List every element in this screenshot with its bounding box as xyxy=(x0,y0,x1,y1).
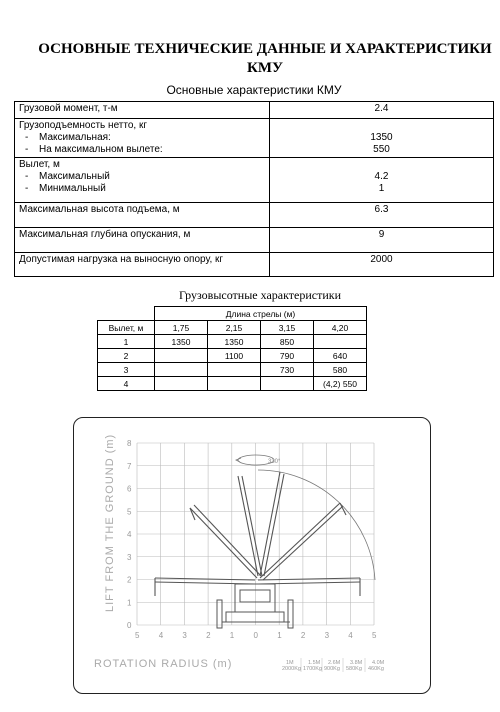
spec-table-title: Основные характеристики КМУ xyxy=(166,83,342,97)
spec-label: Грузовой момент, т-м xyxy=(15,102,270,119)
spec-sublabel: - Максимальный xyxy=(19,171,265,183)
load-value: 790 xyxy=(261,349,314,363)
y-tick-label: 3 xyxy=(127,552,132,562)
capacity-legend xyxy=(282,660,385,672)
reach-value: 3 xyxy=(98,363,155,377)
boom-length: 3,15 xyxy=(261,321,314,335)
legend-load: 900Kg xyxy=(324,666,340,672)
x-tick-label: 4 xyxy=(158,631,164,640)
legend-load: 2000Kg xyxy=(282,666,301,672)
load-value: 850 xyxy=(261,335,314,349)
boom-length: 4,20 xyxy=(314,321,367,335)
legend-load: 460Kg xyxy=(368,666,384,672)
spec-sublabel: - Максимальная: xyxy=(19,132,265,144)
load-value: 580 xyxy=(314,363,367,377)
spec-label: Максимальная высота подъема, м xyxy=(15,203,270,228)
spec-label: Максимальная глубина опускания, м xyxy=(15,228,270,253)
spec-value: 9 xyxy=(270,228,494,253)
load-value: 730 xyxy=(261,363,314,377)
legend-reach: 2.6M xyxy=(328,660,341,666)
outrigger xyxy=(217,600,222,628)
outrigger xyxy=(288,600,293,628)
rotation-icon xyxy=(236,455,281,465)
rotation-label: 330° xyxy=(268,459,281,465)
load-value: (4,2) 550 xyxy=(314,377,367,391)
legend-reach: 3.8M xyxy=(350,660,363,666)
spec-label: Вылет, м xyxy=(19,159,60,170)
x-tick-label: 2 xyxy=(300,631,306,640)
title-line-1: ОСНОВНЫЕ ТЕХНИЧЕСКИЕ ДАННЫЕ И ХАРАКТЕРИСТИКИ xyxy=(38,41,492,57)
legend-reach: 4.0M xyxy=(372,660,385,666)
x-tick-label: 0 xyxy=(253,631,258,640)
legend-reach: 1.5M xyxy=(308,660,321,666)
legend-load: 1700Kg xyxy=(303,666,322,672)
x-tick-label: 5 xyxy=(372,631,377,640)
x-tick-label: 4 xyxy=(348,631,353,640)
x-tick-label: 3 xyxy=(182,631,187,640)
y-tick-label: 1 xyxy=(127,598,132,608)
boom-length: 2,15 xyxy=(208,321,261,335)
boom-upper-right xyxy=(260,472,280,576)
y-tick-label: 2 xyxy=(127,575,132,585)
y-tick-label: 6 xyxy=(127,484,132,494)
x-tick-label: 3 xyxy=(324,631,330,640)
spec-value: 2.4 xyxy=(270,102,494,119)
load-chart-title: Грузовысотные характеристики xyxy=(178,288,342,302)
load-value: 1350 xyxy=(208,335,261,349)
y-tick-label: 5 xyxy=(127,507,132,517)
y-tick-label: 0 xyxy=(127,621,132,630)
reach-header: Вылет, м xyxy=(98,321,155,335)
title-line-2: КМУ xyxy=(246,60,284,76)
legend-load: 580Kg xyxy=(346,666,362,672)
x-axis-label: ROTATION RADIUS (m) xyxy=(94,658,233,670)
spec-value: 1 xyxy=(378,183,385,194)
spec-sublabel: - На максимальном вылете: xyxy=(19,144,265,156)
y-tick-label: 8 xyxy=(127,439,132,448)
spec-value: 6.3 xyxy=(270,203,494,228)
load-value: 640 xyxy=(314,349,367,363)
boom-length-header: Длина стрелы (м) xyxy=(155,307,367,321)
x-tick-label: 1 xyxy=(277,631,282,640)
spec-label: Грузоподъемность нетто, кг xyxy=(19,120,147,131)
spec-label: Допустимая нагрузка на выносную опору, кг xyxy=(15,253,270,277)
x-tick-label: 5 xyxy=(135,631,140,640)
reach-value: 2 xyxy=(98,349,155,363)
truck-silhouette xyxy=(217,584,293,628)
y-axis-label: LIFT FROM THE GROUND (m) xyxy=(104,433,116,612)
boom-length: 1,75 xyxy=(155,321,208,335)
x-tick-label: 2 xyxy=(206,631,211,640)
y-tick-label: 7 xyxy=(127,461,132,471)
spec-value: 1350 xyxy=(370,132,393,143)
reach-value: 1 xyxy=(98,335,155,349)
load-value: 1350 xyxy=(155,335,208,349)
x-tick-labels xyxy=(135,631,377,640)
spec-value: 4.2 xyxy=(374,171,389,182)
reach-value: 4 xyxy=(98,377,155,391)
legend-reach: 1M xyxy=(286,660,294,666)
y-tick-labels xyxy=(127,439,132,630)
spec-sublabel: - Минимальный xyxy=(19,183,265,195)
diagram-grid xyxy=(137,443,374,625)
load-value: 1100 xyxy=(208,349,261,363)
spec-value: 2000 xyxy=(270,253,494,277)
y-tick-label: 4 xyxy=(127,530,132,539)
x-tick-label: 1 xyxy=(229,631,235,640)
spec-value: 550 xyxy=(373,144,390,155)
